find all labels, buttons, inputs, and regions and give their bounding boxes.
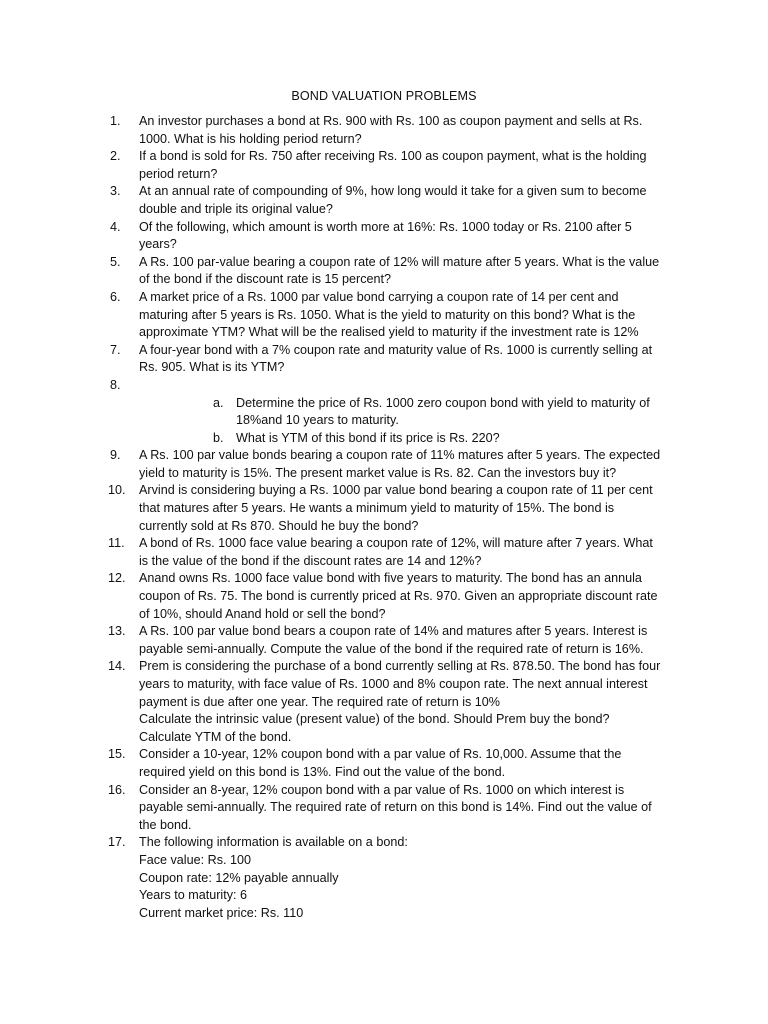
sub-question-text-line: What is YTM of this bond if its price is Rs. 220?	[236, 430, 500, 445]
sub-question-letter: a.	[213, 395, 224, 410]
problem-item	[110, 289, 678, 342]
problem-item	[110, 183, 678, 218]
sub-question-text-line: Determine the price of Rs. 1000 zero coupon bond with yield to maturity of	[236, 395, 650, 410]
page-title: BOND VALUATION PROBLEMS	[291, 89, 477, 103]
problem-item	[110, 482, 678, 535]
problem-number: 11.	[108, 536, 125, 551]
problem-text-line: Years to maturity: 6	[139, 888, 248, 903]
problem-text-line: Coupon rate: 12% payable annually	[139, 870, 339, 885]
problem-text-line: Rs. 905. What is its YTM?	[139, 360, 285, 375]
problem-text-line: A bond of Rs. 1000 face value bearing a coupon rate of 12%, will mature after 7 years. What	[139, 536, 653, 551]
problem-number: 9.	[110, 448, 121, 463]
problem-text-line: the bond.	[139, 817, 192, 832]
problem-item	[110, 623, 678, 658]
problem-number: 17.	[108, 835, 126, 850]
problem-text-line: is the value of the bond if the discount rates are 14 and 12%?	[139, 553, 482, 568]
problem-item	[110, 342, 678, 377]
problem-item	[110, 535, 678, 570]
problem-text-line: Current market price: Rs. 110	[139, 905, 304, 920]
problem-text-line: of the bond if the discount rate is 15 percent?	[139, 272, 392, 287]
problem-text-line: A four-year bond with a 7% coupon rate and maturity value of Rs. 1000 is currently selling at	[139, 342, 653, 357]
problem-text-line: period return?	[139, 166, 218, 181]
problem-text-line: Calculate YTM of the bond.	[139, 729, 292, 744]
problem-text-line: Arvind is considering buying a Rs. 1000 par value bond bearing a coupon rate of 11 per cent	[139, 483, 653, 498]
problem-item	[110, 570, 678, 623]
problem-item	[110, 219, 678, 254]
problem-number: 14.	[108, 659, 126, 674]
problem-text-line: maturing after 5 years is Rs. 1050. What is the yield to maturity on this bond? What is the	[139, 307, 636, 322]
problem-text-line: Calculate the intrinsic value (present value) of the bond. Should Prem buy the bond?	[139, 712, 610, 727]
problem-item	[110, 658, 678, 746]
problem-text-line: If a bond is sold for Rs. 750 after receiving Rs. 100 as coupon payment, what is the holding	[139, 149, 647, 164]
problem-text-line: The following information is available on a bond:	[139, 835, 408, 850]
problem-text-line: coupon of Rs. 75. The bond is currently priced at Rs. 970. Given an appropriate discount rate	[139, 589, 658, 604]
problem-item	[110, 377, 678, 447]
problem-text-line: years to maturity, with face value of Rs. 1000 and 8% coupon rate. The next annual interest	[139, 677, 648, 691]
problem-item	[110, 834, 678, 922]
problem-item	[110, 782, 678, 835]
sub-question-item	[213, 395, 678, 430]
problem-text-line: payment is due after one year. The required rate of return is 10%	[139, 694, 500, 709]
problem-text-line: years?	[139, 237, 177, 252]
problem-text-line: that matures after 5 years. He wants a minimum yield to maturity of 15%. The bond is	[139, 501, 615, 516]
problem-number: 8.	[110, 377, 121, 392]
problem-text-line: At an annual rate of compounding of 9%, how long would it take for a given sum to become	[139, 184, 647, 199]
problem-text-line: Anand owns Rs. 1000 face value bond with five years to maturity. The bond has an annula	[139, 571, 642, 586]
problem-text-line: payable semi-annually. Compute the value of the bond if the required rate of return is 16%.	[139, 641, 644, 656]
problem-text-line: yield to maturity is 15%. The present market value is Rs. 82. Can the investors buy it?	[139, 465, 617, 480]
sub-question-text-line: 18%and 10 years to maturity.	[236, 413, 399, 428]
problem-text-line: Consider a 10-year, 12% coupon bond with a par value of Rs. 10,000. Assume that the	[139, 747, 622, 762]
problem-number: 12.	[108, 571, 126, 586]
problem-number: 15.	[108, 747, 126, 762]
problem-text-line: payable semi-annually. The required rate of return on this bond is 14%. Find out the value of	[139, 800, 652, 815]
problem-text-line: 1000. What is his holding period return?	[139, 131, 362, 146]
problem-number: 16.	[108, 782, 126, 797]
problem-item	[110, 113, 678, 148]
problem-text-line: Face value: Rs. 100	[139, 852, 252, 867]
problem-number: 1.	[110, 114, 121, 128]
problem-text-line: A market price of a Rs. 1000 par value bond carrying a coupon rate of 14 per cent and	[139, 289, 619, 304]
sub-question-letter: b.	[213, 430, 224, 445]
problem-text-line	[139, 377, 678, 395]
problem-text-line: Of the following, which amount is worth more at 16%: Rs. 1000 today or Rs. 2100 after 5	[139, 219, 632, 234]
problem-item	[110, 254, 678, 289]
problem-number: 5.	[110, 254, 121, 269]
problem-number: 7.	[110, 342, 121, 357]
problem-number: 10.	[108, 483, 126, 498]
problem-item	[110, 746, 678, 781]
problem-text-line: currently sold at Rs 870. Should he buy the bond?	[139, 518, 419, 533]
problem-text-line: Prem is considering the purchase of a bond currently selling at Rs. 878.50. The bond has four	[139, 659, 661, 674]
problem-text-line: Consider an 8-year, 12% coupon bond with a par value of Rs. 1000 on which interest is	[139, 782, 625, 797]
problem-number: 3.	[110, 184, 121, 199]
problem-list	[110, 113, 678, 922]
problem-text-line: A Rs. 100 par-value bearing a coupon rate of 12% will mature after 5 years. What is the value	[139, 254, 660, 269]
problem-text-line: approximate YTM? What will be the realised yield to maturity if the investment rate is 12%	[139, 325, 639, 340]
problem-number: 2.	[110, 149, 121, 164]
sub-question-list	[139, 395, 678, 448]
sub-question-item	[213, 430, 678, 448]
problem-text-line: required yield on this bond is 13%. Find out the value of the bond.	[139, 764, 506, 779]
problem-text-line: double and triple its original value?	[139, 201, 333, 216]
problem-text-line: A Rs. 100 par value bonds bearing a coupon rate of 11% matures after 5 years. The expected	[139, 448, 661, 463]
problem-text-line: A Rs. 100 par value bond bears a coupon rate of 14% and matures after 5 years. Interest is	[139, 624, 648, 639]
problem-text-line: of 10%, should Anand hold or sell the bond?	[139, 606, 386, 621]
problem-number: 6.	[110, 289, 121, 304]
problem-item	[110, 148, 678, 183]
problem-text-line: An investor purchases a bond at Rs. 900 with Rs. 100 as coupon payment and sells at Rs.	[139, 114, 643, 128]
problem-number: 13.	[108, 624, 126, 639]
problem-item	[110, 447, 678, 482]
problem-number: 4.	[110, 219, 121, 234]
